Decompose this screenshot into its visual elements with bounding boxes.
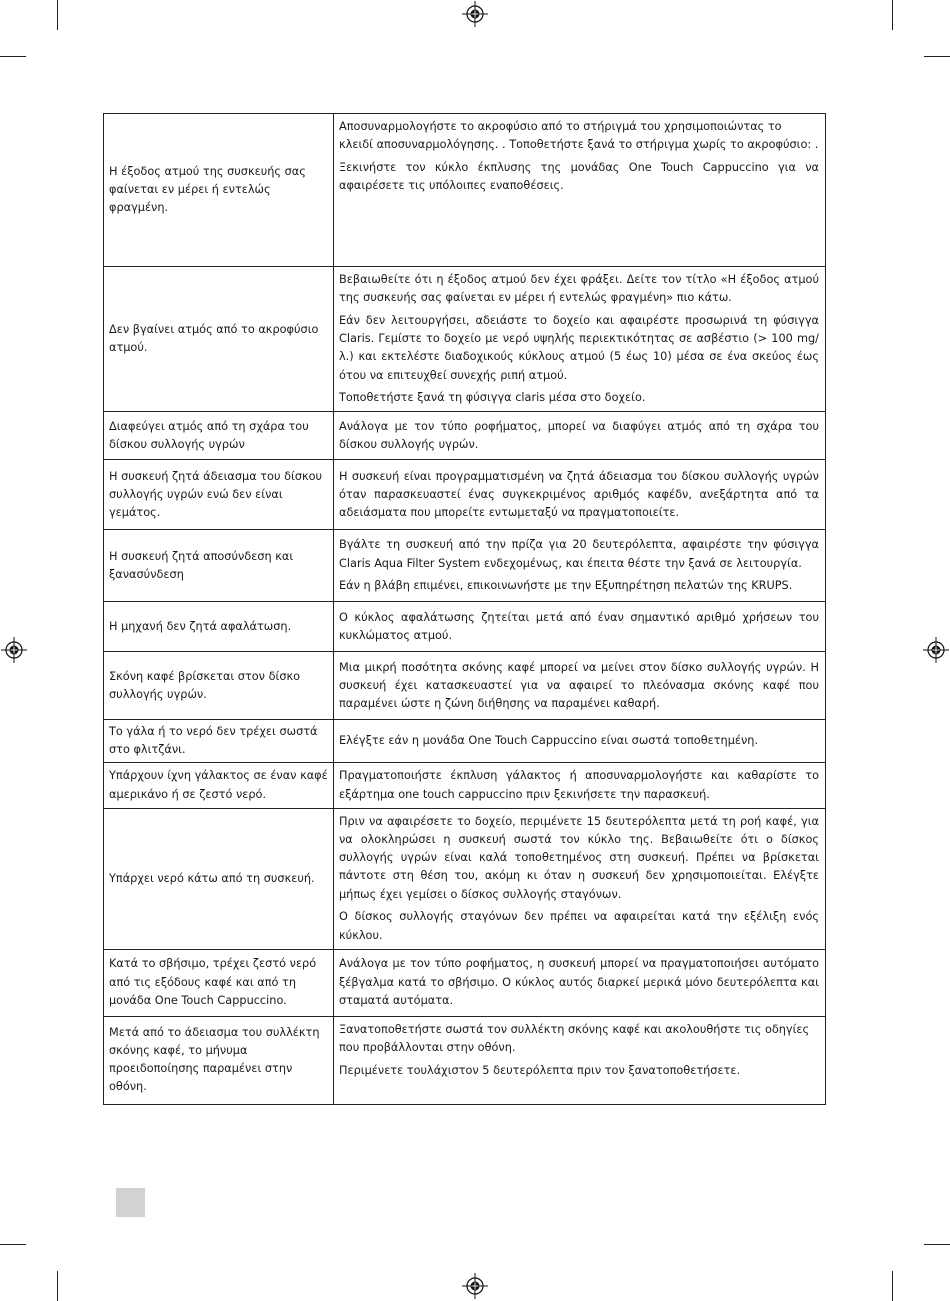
- solution-cell: [334, 602, 826, 652]
- solution-cell: [334, 114, 826, 267]
- solution-cell: [334, 460, 826, 530]
- solution-cell: [334, 1016, 826, 1104]
- problem-cell: Κατά το σβήσιμο, τρέχει ζεστό νερό από τις εξόδους καφέ και από τη μονάδα One Touch Cappuccino.: [104, 949, 334, 1016]
- table-row: [104, 412, 826, 460]
- table-row: [104, 114, 826, 267]
- solution-cell: [334, 763, 826, 808]
- crop-mark: [892, 1271, 893, 1301]
- solution-text: Η συσκευή είναι προγραμματισμένη να ζητά άδειασμα του δίσκου συλλογής υγρών όταν παρασκευαστεί ένας συγκεκριμένος αριθμός καφέδν, ανεξάρτητα από τα αδειάσματα που μπορείτε εντωμεταξύ να πραγματοποιείτε.: [339, 469, 819, 520]
- problem-cell: Η συσκευή ζητά αποσύνδεση και ξανασύνδεση: [104, 530, 334, 602]
- page-number-box: [116, 1188, 145, 1217]
- solution-text: Ο δίσκος συλλογής σταγόνων δεν πρέπει να αφαιρείται κατά την εξέλιξη ενός κύκλου.: [339, 910, 819, 942]
- registration-mark-icon: [462, 1, 488, 27]
- solution-cell: [334, 530, 826, 602]
- solution-text: Αποσυναρμολογήστε το ακροφύσιο από το στήριγμά του χρησιμοποιώντας το κλειδί αποσυναρμολόγησης. . Τοποθετήστε ξανά το στήριγμα χωρίς το ακροφύσιο: .: [339, 120, 819, 152]
- crop-mark: [0, 1244, 26, 1245]
- problem-cell: Η μηχανή δεν ζητά αφαλάτωση.: [104, 602, 334, 652]
- troubleshooting-table: [103, 113, 826, 1105]
- solution-cell: [334, 412, 826, 460]
- solution-text: Ο κύκλος αφαλάτωσης ζητείται μετά από έναν σημαντικό αριθμό χρήσεων του κυκλώματος ατμού.: [339, 610, 819, 642]
- table-row: [104, 763, 826, 808]
- problem-cell: Υπάρχουν ίχνη γάλακτος σε έναν καφέ αμερικάνο ή σε ζεστό νερό.: [104, 763, 334, 808]
- problem-cell: Η έξοδος ατμού της συσκευής σας φαίνεται εν μέρει ή εντελώς φραγμένη.: [104, 114, 334, 267]
- crop-mark: [0, 56, 26, 57]
- registration-mark-icon: [1, 637, 27, 663]
- solution-cell: [334, 808, 826, 949]
- solution-text: Μια μικρή ποσότητα σκόνης καφέ μπορεί να μείνει στον δίσκο συλλογής υγρών. Η συσκευή έχει κατασκευαστεί για να αφαιρεί το πλεόνασμα σκόνης καφέ που παραμένει ώστε η ζώνη διήθησης να παραμένει καθαρή.: [339, 660, 819, 711]
- solution-text: Πραγματοποιήστε έκπλυση γάλακτος ή αποσυναρμολογήστε και καθαρίστε το εξάρτημα one touch cappuccino πριν ξεκινήσετε την παρασκευή.: [339, 769, 819, 801]
- solution-text: Ανάλογα με τον τύπο ροφήματος, η συσκευή μπορεί να πραγματοποιήσει αυτόματο ξέβγαλμα κατά το σβήσιμο. Ο κύκλος αυτός διαρκεί μερικά μόνο δευτερόλεπτα και σταματά αυτόματα.: [339, 957, 819, 1007]
- problem-cell: Δεν βγαίνει ατμός από το ακροφύσιο ατμού.: [104, 267, 334, 412]
- solution-text: Εάν δεν λειτουργήσει, αδειάστε το δοχείο και αφαιρέστε προσωρινά τη φύσιγγα Claris. Γεμίστε το δοχείο με νερό υψηλής περιεκτικότητας σε ασβέστιο (> 100 mg/λ.) και εκτελέστε διαδοχικούς κύκλους ατμού (5 έως 10) μέσα σε ένα σκεύος έως ότου να επιτευχθεί συνεχής ριπή ατμού.: [339, 313, 819, 382]
- solution-cell: [334, 949, 826, 1016]
- solution-cell: [334, 267, 826, 412]
- table-row: [104, 460, 826, 530]
- solution-cell: [334, 652, 826, 720]
- problem-cell: Διαφεύγει ατμός από τη σχάρα του δίσκου συλλογής υγρών: [104, 412, 334, 460]
- table-row: [104, 808, 826, 949]
- crop-mark: [892, 0, 893, 30]
- solution-text: Βγάλτε τη συσκευή από την πρίζα για 20 δευτερόλεπτα, αφαιρέστε την φύσιγγα Claris Aqua Filter System ενδεχομένως, και έπειτα θέστε την ξανά σε λειτουργία.: [339, 538, 819, 570]
- solution-text: Περιμένετε τουλάχιστον 5 δευτερόλεπτα πριν τον ξανατοποθετήσετε.: [339, 1063, 741, 1077]
- solution-text: Εάν η βλάβη επιμένει, επικοινωνήστε με την Εξυπηρέτηση πελατών της KRUPS.: [339, 579, 793, 593]
- problem-cell: Μετά από το άδειασμα του συλλέκτη σκόνης καφέ, το μήνυμα προειδοποίησης παραμένει στην οθόνη.: [104, 1016, 334, 1104]
- table-row: [104, 949, 826, 1016]
- registration-mark-icon: [923, 637, 949, 663]
- solution-text: Ανάλογα με τον τύπο ροφήματος, μπορεί να διαφύγει ατμός από τη σχάρα του δίσκου συλλογής υγρών.: [339, 419, 819, 451]
- solution-text: Ξανατοποθετήστε σωστά τον συλλέκτη σκόνης καφέ και ακολουθήστε τις οδηγίες που προβάλλονται στην οθόνη.: [339, 1022, 810, 1054]
- problem-cell: Σκόνη καφέ βρίσκεται στον δίσκο συλλογής υγρών.: [104, 652, 334, 720]
- solution-text: Ξεκινήστε τον κύκλο έκπλυσης της μονάδας One Touch Cappuccino για να αφαιρέσετε τις υπόλοιπες εναποθέσεις.: [339, 160, 819, 193]
- registration-mark-icon: [462, 1273, 488, 1299]
- problem-cell: Το γάλα ή το νερό δεν τρέχει σωστά στο φλιτζάνι.: [104, 720, 334, 763]
- problem-cell: Η συσκευή ζητά άδειασμα του δίσκου συλλογής υγρών ενώ δεν είναι γεμάτος.: [104, 460, 334, 530]
- solution-text: Ελέγξτε εάν η μονάδα One Touch Cappuccino είναι σωστά τοποθετημένη.: [339, 734, 759, 748]
- table-row: [104, 720, 826, 763]
- table-row: [104, 652, 826, 720]
- crop-mark: [57, 0, 58, 30]
- solution-text: Τοποθετήστε ξανά τη φύσιγγα claris μέσα στο δοχείο.: [339, 391, 646, 405]
- solution-text: Πριν να αφαιρέσετε το δοχείο, περιμένετε 15 δευτερόλεπτα μετά τη ροή καφέ, για να ολοκληρώσει η συσκευή σωστά τον κύκλο της. Βεβαιωθείτε ότι ο δίσκος συλλογής υγρών είναι καλά τοποθετημένος στη συσκευή. Πρέπει να βρίσκεται πάντοτε στη θέση του, ακόμη κι όταν η συσκευή δεν χρησιμοποιείται. Ελέγξτε μήπως έχει γεμίσει ο δίσκος συλλογής σταγόνων.: [339, 814, 819, 901]
- crop-mark: [924, 1244, 950, 1245]
- table-row: [104, 602, 826, 652]
- table-row: [104, 530, 826, 602]
- table-row: [104, 267, 826, 412]
- crop-mark: [57, 1271, 58, 1301]
- solution-text: Βεβαιωθείτε ότι η έξοδος ατμού δεν έχει φράξει. Δείτε τον τίτλο «Η έξοδος ατμού της συσκευής σας φαίνεται εν μέρει ή εντελώς φραγμένη» πιο κάτω.: [339, 273, 819, 305]
- crop-mark: [924, 56, 950, 57]
- problem-cell: Υπάρχει νερό κάτω από τη συσκευή.: [104, 808, 334, 949]
- solution-cell: [334, 720, 826, 763]
- table-row: [104, 1016, 826, 1104]
